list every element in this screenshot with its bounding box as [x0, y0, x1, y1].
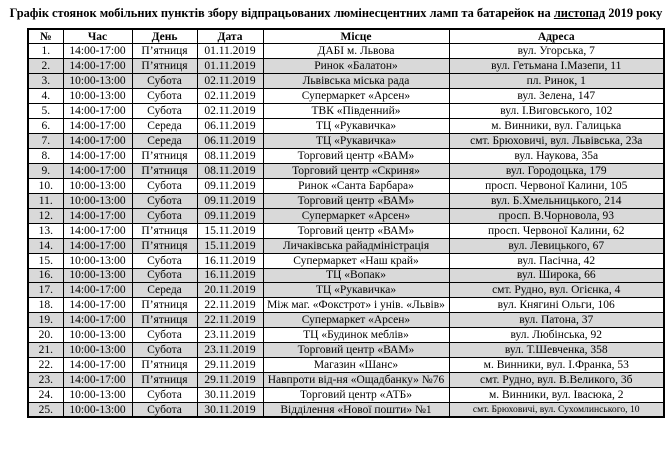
table-row — [28, 149, 664, 164]
cell-day: Середа — [132, 119, 197, 134]
cell-time: 10:00-13:00 — [63, 328, 132, 343]
title-prefix: Графік стоянок мобільних пунктів збору відпрацьованих люмінесцентних ламп та батарейок на — [9, 6, 554, 20]
cell-address: м. Винники, вул. Івасюка, 2 — [449, 388, 664, 403]
cell-time: 10:00-13:00 — [63, 74, 132, 89]
cell-place: Львівська міська рада — [263, 74, 449, 89]
cell-address: вул. Левицького, 67 — [449, 238, 664, 253]
cell-row-number: 2. — [28, 59, 63, 74]
cell-day: Субота — [132, 343, 197, 358]
cell-date: 02.11.2019 — [197, 89, 263, 104]
cell-place: ТЦ «Рукавичка» — [263, 134, 449, 149]
cell-row-number: 22. — [28, 358, 63, 373]
cell-address: вул. Б.Хмельницького, 214 — [449, 193, 664, 208]
cell-time: 10:00-13:00 — [63, 343, 132, 358]
cell-day: П’ятниця — [132, 149, 197, 164]
cell-day: Субота — [132, 74, 197, 89]
title-suffix: 2019 року — [605, 6, 663, 20]
cell-time: 14:00-17:00 — [63, 149, 132, 164]
cell-day: Субота — [132, 328, 197, 343]
cell-address: вул. Любінська, 92 — [449, 328, 664, 343]
cell-place: Торговий центр «ВАМ» — [263, 193, 449, 208]
cell-address: пл. Ринок, 1 — [449, 74, 664, 89]
table-row — [28, 119, 664, 134]
cell-time: 10:00-13:00 — [63, 178, 132, 193]
cell-row-number: 19. — [28, 313, 63, 328]
cell-place: Ринок «Санта Барбара» — [263, 178, 449, 193]
column-header-num: № — [28, 29, 63, 44]
cell-address: просп. Червоної Калини, 105 — [449, 178, 664, 193]
cell-row-number: 23. — [28, 373, 63, 388]
table-row — [28, 163, 664, 178]
document-title — [0, 6, 672, 21]
table-row — [28, 298, 664, 313]
cell-day: Субота — [132, 388, 197, 403]
cell-address: вул. Наукова, 35а — [449, 149, 664, 164]
cell-place: ТВК «Південний» — [263, 104, 449, 119]
cell-time: 14:00-17:00 — [63, 59, 132, 74]
cell-place: Супермаркет «Арсен» — [263, 89, 449, 104]
cell-day: Субота — [132, 89, 197, 104]
cell-time: 14:00-17:00 — [63, 313, 132, 328]
cell-place: Навпроти від-ня «Ощадбанку» №76 — [263, 373, 449, 388]
cell-time: 10:00-13:00 — [63, 193, 132, 208]
cell-date: 22.11.2019 — [197, 298, 263, 313]
cell-time: 14:00-17:00 — [63, 208, 132, 223]
cell-row-number: 6. — [28, 119, 63, 134]
cell-date: 06.11.2019 — [197, 134, 263, 149]
cell-time: 14:00-17:00 — [63, 283, 132, 298]
cell-date: 01.11.2019 — [197, 59, 263, 74]
cell-row-number: 16. — [28, 268, 63, 283]
cell-time: 14:00-17:00 — [63, 104, 132, 119]
cell-address: вул. Пасічна, 42 — [449, 253, 664, 268]
schedule-body — [28, 44, 664, 417]
schedule-header — [28, 29, 664, 44]
cell-place: Торговий центр «АТБ» — [263, 388, 449, 403]
table-row — [28, 328, 664, 343]
cell-time: 14:00-17:00 — [63, 44, 132, 59]
cell-date: 06.11.2019 — [197, 119, 263, 134]
table-row — [28, 89, 664, 104]
cell-address: вул. Городоцька, 179 — [449, 163, 664, 178]
cell-day: Середа — [132, 283, 197, 298]
cell-place: Супермаркет «Арсен» — [263, 313, 449, 328]
header-row — [28, 29, 664, 44]
table-row — [28, 343, 664, 358]
cell-date: 02.11.2019 — [197, 74, 263, 89]
cell-address: вул. Княгині Ольги, 106 — [449, 298, 664, 313]
column-header-day: День — [132, 29, 197, 44]
table-row — [28, 373, 664, 388]
cell-date: 22.11.2019 — [197, 313, 263, 328]
table-row — [28, 178, 664, 193]
table-row — [28, 104, 664, 119]
column-header-date: Дата — [197, 29, 263, 44]
cell-day: Субота — [132, 402, 197, 417]
cell-time: 14:00-17:00 — [63, 134, 132, 149]
cell-day: П’ятниця — [132, 163, 197, 178]
cell-time: 10:00-13:00 — [63, 268, 132, 283]
cell-time: 14:00-17:00 — [63, 223, 132, 238]
cell-row-number: 8. — [28, 149, 63, 164]
cell-address: смт. Рудно, вул. Огієнка, 4 — [449, 283, 664, 298]
cell-row-number: 11. — [28, 193, 63, 208]
table-row — [28, 74, 664, 89]
table-row — [28, 238, 664, 253]
table-row — [28, 313, 664, 328]
cell-place: Супермаркет «Наш край» — [263, 253, 449, 268]
cell-day: Субота — [132, 208, 197, 223]
cell-row-number: 18. — [28, 298, 63, 313]
cell-day: Субота — [132, 178, 197, 193]
cell-address: вул. Зелена, 147 — [449, 89, 664, 104]
cell-address: вул. Патона, 37 — [449, 313, 664, 328]
cell-day: Субота — [132, 268, 197, 283]
cell-day: Середа — [132, 134, 197, 149]
cell-date: 09.11.2019 — [197, 193, 263, 208]
table-row — [28, 402, 664, 417]
cell-place: ТЦ «Вопак» — [263, 268, 449, 283]
cell-address: смт. Брюховичі, вул. Львівська, 23а — [449, 134, 664, 149]
cell-row-number: 25. — [28, 402, 63, 417]
table-row — [28, 253, 664, 268]
column-header-time: Час — [63, 29, 132, 44]
cell-day: Субота — [132, 253, 197, 268]
cell-place: Між маг. «Фокстрот» і унів. «Львів» — [263, 298, 449, 313]
cell-row-number: 21. — [28, 343, 63, 358]
cell-place: ТЦ «Рукавичка» — [263, 283, 449, 298]
cell-time: 14:00-17:00 — [63, 238, 132, 253]
cell-time: 14:00-17:00 — [63, 119, 132, 134]
cell-date: 30.11.2019 — [197, 402, 263, 417]
cell-row-number: 15. — [28, 253, 63, 268]
cell-row-number: 7. — [28, 134, 63, 149]
cell-day: Субота — [132, 193, 197, 208]
cell-date: 08.11.2019 — [197, 149, 263, 164]
cell-place: Личаківська райадміністрація — [263, 238, 449, 253]
table-row — [28, 208, 664, 223]
cell-row-number: 4. — [28, 89, 63, 104]
cell-address: вул. Широка, 66 — [449, 268, 664, 283]
cell-date: 15.11.2019 — [197, 223, 263, 238]
cell-row-number: 14. — [28, 238, 63, 253]
cell-date: 30.11.2019 — [197, 388, 263, 403]
table-row — [28, 223, 664, 238]
cell-date: 23.11.2019 — [197, 328, 263, 343]
cell-date: 09.11.2019 — [197, 178, 263, 193]
cell-date: 16.11.2019 — [197, 253, 263, 268]
cell-time: 10:00-13:00 — [63, 89, 132, 104]
cell-address: вул. І.Виговського, 102 — [449, 104, 664, 119]
cell-row-number: 9. — [28, 163, 63, 178]
cell-address: вул. Гетьмана І.Мазепи, 11 — [449, 59, 664, 74]
cell-address: м. Винники, вул. І.Франка, 53 — [449, 358, 664, 373]
cell-day: П’ятниця — [132, 59, 197, 74]
schedule-table — [27, 28, 665, 418]
cell-address: смт. Брюховичі, вул. Сухомлинського, 10 — [449, 402, 664, 417]
cell-day: П’ятниця — [132, 238, 197, 253]
cell-place: Магазин «Шанс» — [263, 358, 449, 373]
column-header-place: Місце — [263, 29, 449, 44]
cell-date: 29.11.2019 — [197, 373, 263, 388]
cell-row-number: 5. — [28, 104, 63, 119]
cell-day: П’ятниця — [132, 44, 197, 59]
cell-day: П’ятниця — [132, 313, 197, 328]
cell-date: 23.11.2019 — [197, 343, 263, 358]
cell-place: Торговий центр «Скриня» — [263, 163, 449, 178]
cell-address: вул. Угорська, 7 — [449, 44, 664, 59]
table-row — [28, 268, 664, 283]
cell-day: П’ятниця — [132, 223, 197, 238]
cell-time: 10:00-13:00 — [63, 388, 132, 403]
cell-place: Торговий центр «ВАМ» — [263, 343, 449, 358]
cell-date: 29.11.2019 — [197, 358, 263, 373]
cell-row-number: 1. — [28, 44, 63, 59]
cell-date: 09.11.2019 — [197, 208, 263, 223]
cell-address: вул. Т.Шевченка, 358 — [449, 343, 664, 358]
cell-place: Супермаркет «Арсен» — [263, 208, 449, 223]
cell-time: 14:00-17:00 — [63, 373, 132, 388]
cell-row-number: 20. — [28, 328, 63, 343]
cell-date: 16.11.2019 — [197, 268, 263, 283]
cell-time: 14:00-17:00 — [63, 298, 132, 313]
cell-day: П’ятниця — [132, 298, 197, 313]
cell-row-number: 3. — [28, 74, 63, 89]
table-row — [28, 358, 664, 373]
table-row — [28, 193, 664, 208]
cell-address: просп. В.Чорновола, 93 — [449, 208, 664, 223]
cell-date: 02.11.2019 — [197, 104, 263, 119]
cell-time: 10:00-13:00 — [63, 402, 132, 417]
cell-address: м. Винники, вул. Галицька — [449, 119, 664, 134]
cell-time: 14:00-17:00 — [63, 358, 132, 373]
cell-address: смт. Рудно, вул. В.Великого, 3б — [449, 373, 664, 388]
table-row — [28, 283, 664, 298]
cell-date: 15.11.2019 — [197, 238, 263, 253]
cell-date: 01.11.2019 — [197, 44, 263, 59]
cell-row-number: 17. — [28, 283, 63, 298]
table-row — [28, 59, 664, 74]
cell-day: П’ятниця — [132, 358, 197, 373]
cell-place: ТЦ «Будинок меблів» — [263, 328, 449, 343]
cell-place: ТЦ «Рукавичка» — [263, 119, 449, 134]
cell-place: Торговий центр «ВАМ» — [263, 223, 449, 238]
cell-place: Торговий центр «ВАМ» — [263, 149, 449, 164]
cell-place: Ринок «Балатон» — [263, 59, 449, 74]
cell-day: Субота — [132, 104, 197, 119]
cell-place: ДАБІ м. Львова — [263, 44, 449, 59]
table-row — [28, 44, 664, 59]
table-row — [28, 134, 664, 149]
cell-address: просп. Червоної Калини, 62 — [449, 223, 664, 238]
table-row — [28, 388, 664, 403]
cell-row-number: 10. — [28, 178, 63, 193]
cell-row-number: 13. — [28, 223, 63, 238]
title-month-underlined: листопад — [553, 6, 606, 20]
cell-date: 08.11.2019 — [197, 163, 263, 178]
column-header-address: Адреса — [449, 29, 664, 44]
cell-time: 14:00-17:00 — [63, 163, 132, 178]
cell-place: Відділення «Нової пошти» №1 — [263, 402, 449, 417]
cell-day: П’ятниця — [132, 373, 197, 388]
cell-row-number: 24. — [28, 388, 63, 403]
cell-time: 10:00-13:00 — [63, 253, 132, 268]
cell-row-number: 12. — [28, 208, 63, 223]
cell-date: 20.11.2019 — [197, 283, 263, 298]
